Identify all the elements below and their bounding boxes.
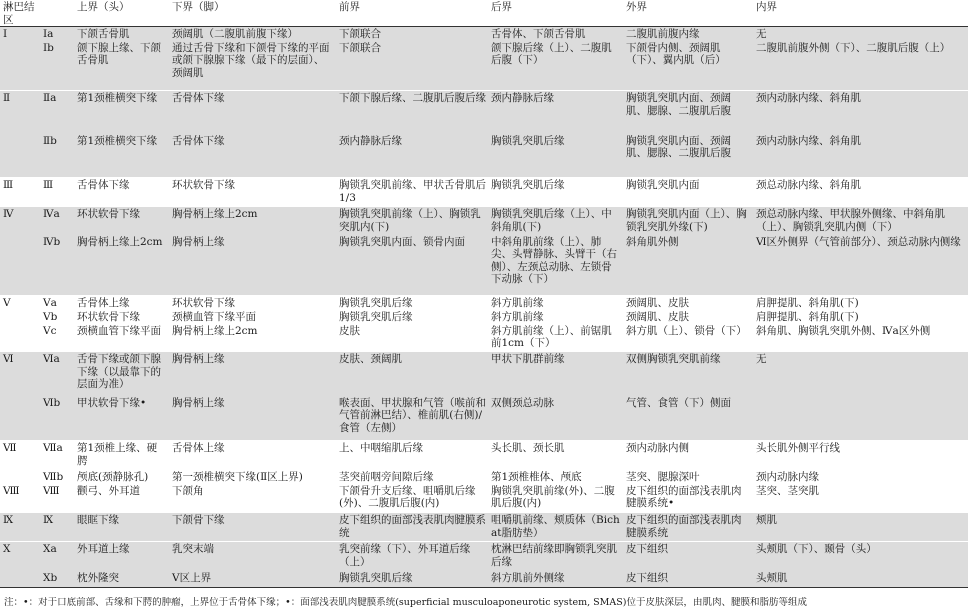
lateral-border-cell: 二腹肌前腹内缘 (623, 27, 753, 41)
posterior-border-cell: 中斜角肌前缘（上）、肺尖、头臂静脉、头臂干（右侧）、左颈总动脉、左锁骨下动脉（下） (488, 235, 623, 296)
table-row (0, 396, 968, 441)
upper-border-cell: 环状软骨下缘 (74, 310, 169, 324)
sublevel-cell: Ⅱb (40, 134, 74, 178)
level-cell (0, 571, 40, 588)
medial-border-cell: 头颊肌（下）、颞骨（头） (753, 542, 968, 571)
sublevel-cell: Ⅰa (40, 27, 74, 41)
header-upper: 上界（头） (74, 0, 169, 27)
anterior-border-cell: 乳突前缘（下）、外耳道后缘（上） (336, 542, 488, 571)
lower-border-cell: 胸骨柄上缘 (169, 352, 336, 396)
medial-border-cell: 颈内动脉内缘 (753, 470, 968, 484)
upper-border-cell: 第1颈椎横突下缘 (74, 134, 169, 178)
anterior-border-cell: 下颌联合 (336, 27, 488, 41)
lower-border-cell: 下颌角 (169, 484, 336, 513)
level-cell (0, 134, 40, 178)
medial-border-cell: 二腹肌前腹外侧（下）、二腹肌后腹（上） (753, 41, 968, 91)
lower-border-cell: 颈横血管下缘平面 (169, 310, 336, 324)
lateral-border-cell: 皮下组织 (623, 542, 753, 571)
sublevel-cell: Ⅴb (40, 310, 74, 324)
anterior-border-cell: 喉表面、甲状腺和气管（喉前和气管前淋巴结）、椎前肌(右侧)/食管（左侧） (336, 396, 488, 441)
posterior-border-cell: 斜方肌前缘 (488, 310, 623, 324)
medial-border-cell: 头颊肌 (753, 571, 968, 588)
upper-border-cell: 颌下腺上缘、下颌舌骨肌 (74, 41, 169, 91)
footnote: 注：•：对于口底前部、舌缘和下腭的肿瘤，上界位于舌骨体下缘；•：面部浅表肌肉腱膜系统(superficial musculoaponeurotic system, SMAS)位于皮肤深层，由肌肉、腱膜和脂肪等组成 (4, 597, 807, 608)
lower-border-cell: 乳突末端 (169, 542, 336, 571)
upper-border-cell: 舌骨下缘或颌下腺下缘（以最靠下的层面为准） (74, 352, 169, 396)
header-lateral: 外界 (623, 0, 753, 27)
level-cell: Ⅳ (0, 207, 40, 235)
lower-border-cell: 舌骨体下缘 (169, 91, 336, 134)
upper-border-cell: 枕外隆突 (74, 571, 169, 588)
posterior-border-cell: 舌骨体、下颌舌骨肌 (488, 27, 623, 41)
lateral-border-cell: 颈阔肌、皮肤 (623, 296, 753, 310)
level-cell: Ⅵ (0, 352, 40, 396)
sublevel-cell: Ⅹa (40, 542, 74, 571)
table-row (0, 134, 968, 178)
level-cell: Ⅱ (0, 91, 40, 134)
upper-border-cell: 外耳道上缘 (74, 542, 169, 571)
anterior-border-cell: 胸锁乳突肌后缘 (336, 296, 488, 310)
upper-border-cell: 眼眶下缘 (74, 513, 169, 542)
sublevel-cell: Ⅰb (40, 41, 74, 91)
upper-border-cell: 胸骨柄上缘上2cm (74, 235, 169, 296)
sublevel-cell: Ⅶb (40, 470, 74, 484)
anterior-border-cell: 下颌骨升支后缘、咀嚼肌后缘(外)、二腹肌后腹(内) (336, 484, 488, 513)
sublevel-cell: Ⅱa (40, 91, 74, 134)
lower-border-cell: 胸骨柄上缘上2cm (169, 207, 336, 235)
medial-border-cell: 无 (753, 352, 968, 396)
lateral-border-cell: 胸锁乳突肌内面、颈阔肌、腮腺、二腹肌后腹 (623, 91, 753, 134)
sublevel-cell: Ⅳb (40, 235, 74, 296)
table-row (0, 296, 968, 310)
sublevel-cell: Ⅶa (40, 441, 74, 470)
posterior-border-cell: 颈内静脉后缘 (488, 91, 623, 134)
lower-border-cell: 环状软骨下缘 (169, 178, 336, 207)
lower-border-cell: 环状软骨下缘 (169, 296, 336, 310)
posterior-border-cell: 胸锁乳突肌后缘 (488, 134, 623, 178)
lateral-border-cell: 斜角肌外侧 (623, 235, 753, 296)
medial-border-cell: 斜角肌、胸锁乳突肌外侧、Ⅳa区外侧 (753, 324, 968, 352)
level-cell (0, 235, 40, 296)
table-row (0, 178, 968, 207)
table-row (0, 310, 968, 324)
medial-border-cell: 头长肌外侧平行线 (753, 441, 968, 470)
medial-border-cell: 颈总动脉内缘、斜角肌 (753, 178, 968, 207)
medial-border-cell: 无 (753, 27, 968, 41)
posterior-border-cell: 斜方肌前缘 (488, 296, 623, 310)
medial-border-cell: 茎突、茎突肌 (753, 484, 968, 513)
table-row (0, 91, 968, 134)
lateral-border-cell: 皮下组织 (623, 571, 753, 588)
sublevel-cell: Ⅵa (40, 352, 74, 396)
sublevel-cell: Ⅳa (40, 207, 74, 235)
level-cell: Ⅸ (0, 513, 40, 542)
anterior-border-cell: 胸锁乳突肌前缘、甲状舌骨肌后1/3 (336, 178, 488, 207)
lateral-border-cell: 颈内动脉内侧 (623, 441, 753, 470)
table-row (0, 571, 968, 588)
header-level: 淋巴结区 (0, 0, 40, 27)
header-medial: 内界 (753, 0, 968, 27)
medial-border-cell (753, 396, 968, 441)
anterior-border-cell: 胸锁乳突肌后缘 (336, 571, 488, 588)
upper-border-cell: 下颌舌骨肌 (74, 27, 169, 41)
table-row (0, 441, 968, 470)
level-cell: Ⅴ (0, 296, 40, 310)
table-row (0, 352, 968, 396)
posterior-border-cell: 胸锁乳突肌前缘(外)、二腹肌后腹(内) (488, 484, 623, 513)
anterior-border-cell: 茎突前咽旁间隙后缘 (336, 470, 488, 484)
posterior-border-cell: 咀嚼肌前缘、颊质体（Bichat脂肪垫） (488, 513, 623, 542)
lower-border-cell: Ⅴ区上界 (169, 571, 336, 588)
level-cell: Ⅶ (0, 441, 40, 470)
sublevel-cell: Ⅴc (40, 324, 74, 352)
table-row (0, 324, 968, 352)
lower-border-cell: 通过舌骨下缘和下颌骨下缘的平面或颌下腺腺下缘（最下的层面）、颈阔肌 (169, 41, 336, 91)
upper-border-cell: 环状软骨下缘 (74, 207, 169, 235)
lateral-border-cell: 茎突、腮腺深叶 (623, 470, 753, 484)
level-cell (0, 470, 40, 484)
table-header-row (0, 0, 968, 27)
upper-border-cell: 第1颈椎上缘、硬腭 (74, 441, 169, 470)
medial-border-cell: 肩胛提肌、斜角肌(下) (753, 310, 968, 324)
lateral-border-cell: 气管、食管（下）侧面 (623, 396, 753, 441)
upper-border-cell: 舌骨体下缘 (74, 178, 169, 207)
anterior-border-cell: 下颌下腺后缘、二腹肌后腹后缘 (336, 91, 488, 134)
sublevel-cell: Ⅲ (40, 178, 74, 207)
upper-border-cell: 甲状软骨下缘• (74, 396, 169, 441)
medial-border-cell: 颈总动脉内缘、甲状腺外侧缘、中斜角肌（上）、胸锁乳突肌内侧（下） (753, 207, 968, 235)
posterior-border-cell: 斜方肌前缘（上）、前锯肌前1cm（下） (488, 324, 623, 352)
header-lower: 下界（脚） (169, 0, 336, 27)
level-cell: Ⅰ (0, 27, 40, 41)
header-posterior: 后界 (488, 0, 623, 27)
lateral-border-cell: 皮下组织的面部浅表肌肉腱膜系统• (623, 484, 753, 513)
sublevel-cell: Ⅴa (40, 296, 74, 310)
level-cell: Ⅹ (0, 542, 40, 571)
posterior-border-cell: 胸锁乳突肌后缘（上）、中斜角肌(下) (488, 207, 623, 235)
lateral-border-cell: 胸锁乳突肌内面、颈阔肌、腮腺、二腹肌后腹 (623, 134, 753, 178)
level-cell (0, 310, 40, 324)
upper-border-cell: 颈横血管下缘平面 (74, 324, 169, 352)
lateral-border-cell: 下颌骨内侧、颈阔肌（下）、翼内肌（后） (623, 41, 753, 91)
table-row (0, 41, 968, 91)
lower-border-cell: 下颌骨下缘 (169, 513, 336, 542)
medial-border-cell: 肩胛提肌、斜角肌(下) (753, 296, 968, 310)
anterior-border-cell: 胸锁乳突肌内面、锁骨内面 (336, 235, 488, 296)
upper-border-cell: 第1颈椎横突下缘 (74, 91, 169, 134)
medial-border-cell: Ⅵ区外侧界（气管前部分）、颈总动脉内侧缘 (753, 235, 968, 296)
upper-border-cell: 颧弓、外耳道 (74, 484, 169, 513)
table-row (0, 513, 968, 542)
lower-border-cell: 颈阔肌（二腹肌前腹下缘） (169, 27, 336, 41)
posterior-border-cell: 颌下腺后缘（上）、二腹肌后腹（下） (488, 41, 623, 91)
sublevel-cell: Ⅵb (40, 396, 74, 441)
level-cell (0, 41, 40, 91)
sublevel-cell: Ⅹb (40, 571, 74, 588)
anterior-border-cell: 皮下组织的面部浅表肌肉腱膜系统 (336, 513, 488, 542)
sublevel-cell: Ⅸ (40, 513, 74, 542)
medial-border-cell: 颊肌 (753, 513, 968, 542)
header-anterior: 前界 (336, 0, 488, 27)
table-row (0, 235, 968, 296)
upper-border-cell: 舌骨体上缘 (74, 296, 169, 310)
anterior-border-cell: 皮肤、颈阔肌 (336, 352, 488, 396)
level-cell: Ⅲ (0, 178, 40, 207)
anterior-border-cell: 胸锁乳突肌后缘 (336, 310, 488, 324)
level-cell (0, 324, 40, 352)
table-row (0, 542, 968, 571)
table-row (0, 207, 968, 235)
medial-border-cell: 颈内动脉内缘、斜角肌 (753, 134, 968, 178)
lower-border-cell: 胸骨柄上缘 (169, 396, 336, 441)
lower-border-cell: 舌骨体下缘 (169, 134, 336, 178)
posterior-border-cell: 枕淋巴结前缘即胸锁乳突肌后缘 (488, 542, 623, 571)
table-row (0, 470, 968, 484)
posterior-border-cell: 甲状下肌群前缘 (488, 352, 623, 396)
medial-border-cell: 颈内动脉内缘、斜角肌 (753, 91, 968, 134)
posterior-border-cell: 第1颈椎椎体、颅底 (488, 470, 623, 484)
lateral-border-cell: 斜方肌（上）、锁骨（下） (623, 324, 753, 352)
anterior-border-cell: 上、中咽缩肌后缘 (336, 441, 488, 470)
anterior-border-cell: 下颌联合 (336, 41, 488, 91)
header-sublevel (40, 0, 74, 27)
upper-border-cell: 颅底(颈静脉孔) (74, 470, 169, 484)
posterior-border-cell: 头长肌、颈长肌 (488, 441, 623, 470)
posterior-border-cell: 双侧颈总动脉 (488, 396, 623, 441)
posterior-border-cell: 胸锁乳突肌后缘 (488, 178, 623, 207)
table-body (0, 27, 968, 588)
lower-border-cell: 第一颈椎横突下缘(Ⅱ区上界) (169, 470, 336, 484)
table-row (0, 27, 968, 41)
lateral-border-cell: 胸锁乳突肌内面 (623, 178, 753, 207)
lateral-border-cell: 颈阔肌、皮肤 (623, 310, 753, 324)
lateral-border-cell: 皮下组织的面部浅表肌肉腱膜系统 (623, 513, 753, 542)
lower-border-cell: 胸骨柄上缘上2cm (169, 324, 336, 352)
posterior-border-cell: 斜方肌前外侧缘 (488, 571, 623, 588)
anterior-border-cell: 皮肤 (336, 324, 488, 352)
lateral-border-cell: 胸锁乳突肌内面（上）、胸锁乳突肌外缘(下) (623, 207, 753, 235)
lower-border-cell: 胸骨柄上缘 (169, 235, 336, 296)
table-row (0, 484, 968, 513)
level-cell (0, 396, 40, 441)
anterior-border-cell: 颈内静脉后缘 (336, 134, 488, 178)
sublevel-cell: Ⅷ (40, 484, 74, 513)
anterior-border-cell: 胸锁乳突肌前缘（上）、胸锁乳突肌内(下) (336, 207, 488, 235)
lateral-border-cell: 双侧胸锁乳突肌前缘 (623, 352, 753, 396)
lower-border-cell: 舌骨体上缘 (169, 441, 336, 470)
level-cell: Ⅷ (0, 484, 40, 513)
